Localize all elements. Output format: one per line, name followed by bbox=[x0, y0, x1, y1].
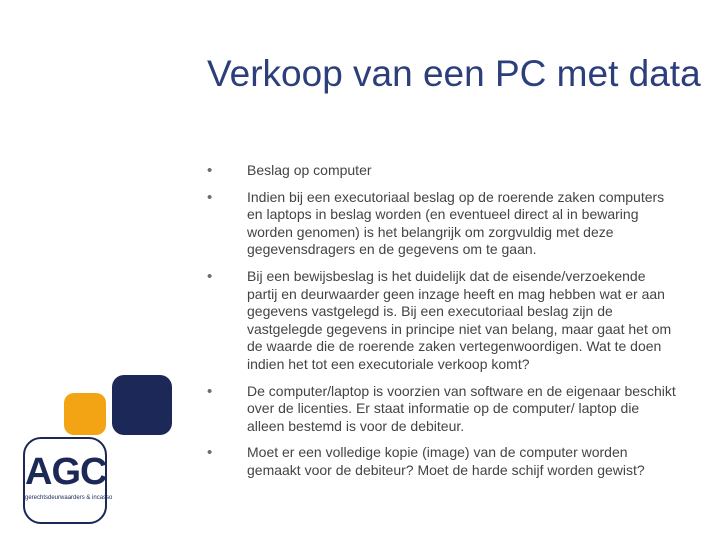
bullet-icon: • bbox=[207, 382, 213, 400]
bullet-item bbox=[207, 162, 677, 180]
bullet-icon: • bbox=[207, 444, 213, 462]
bullet-text: Beslag op computer bbox=[247, 162, 372, 178]
bullet-icon: • bbox=[207, 188, 213, 206]
bullet-item bbox=[207, 444, 677, 479]
bullet-item bbox=[207, 383, 677, 436]
navy-square-decoration bbox=[112, 375, 172, 435]
logo-name: AGC bbox=[25, 451, 107, 493]
slide-title: Verkoop van een PC met data bbox=[207, 53, 701, 94]
bullet-list bbox=[207, 162, 677, 489]
bullet-text: De computer/laptop is voorzien van software en de eigenaar beschikt over de licenties. Er staat informatie op de computer/ laptop die alleen bestemd is voor de debiteur. bbox=[247, 382, 676, 434]
bullet-icon: • bbox=[207, 267, 213, 285]
bullet-icon: • bbox=[207, 162, 213, 179]
bullet-item bbox=[207, 268, 677, 374]
bullet-text: Indien bij een executoriaal beslag op de roerende zaken computers en laptops in beslag worden (en eventueel direct al in bewaring worden genomen) is het belangrijk om zorgvuldig met deze gegevensdragers en de gegevens om te gaan. bbox=[247, 188, 665, 258]
orange-square-decoration bbox=[64, 393, 106, 435]
bullet-text: Moet er een volledige kopie (image) van de computer worden gemaakt voor de debiteur? Moet de harde schijf worden gewist? bbox=[247, 444, 645, 478]
bullet-text: Bij een bewijsbeslag is het duidelijk dat de eisende/verzoekende partij en deurwaarder geen inzage heeft en mag hebben wat er aan gegevens vastgelegd is. Bij een executoriaal beslag zijn de vastgelegde gegevens in principe niet van belang, maar gaat het om de waarde die de roerende zaken vertegenwoordigen. Wat te doen indien het tot een executoriale verkoop komt? bbox=[247, 267, 672, 372]
logo-subtitle: gerechtsdeurwaarders & incasso bbox=[25, 495, 113, 501]
bullet-item bbox=[207, 189, 677, 259]
agc-logo bbox=[23, 437, 113, 524]
